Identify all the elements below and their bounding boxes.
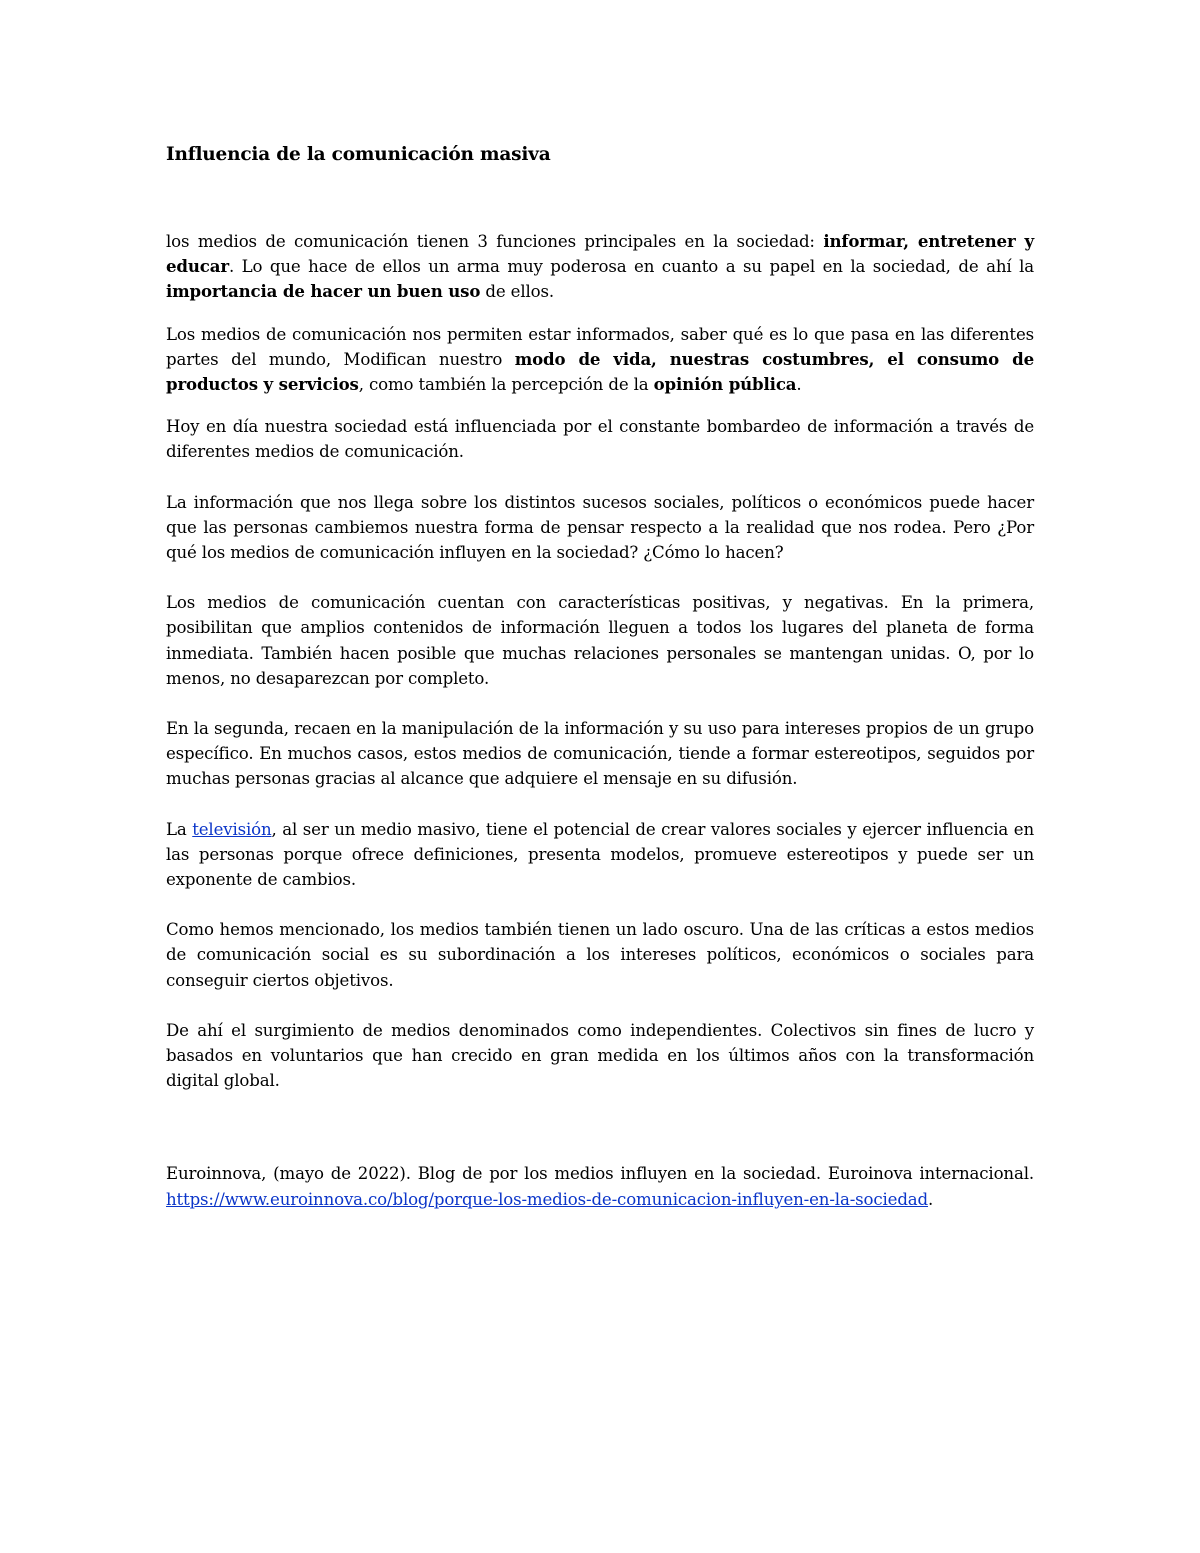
reference-end: . [928, 1189, 934, 1209]
paragraph-2-text-b: , como también la percepción de la [358, 375, 654, 395]
reference [166, 1161, 1034, 1211]
paragraph-8: Como hemos mencionado, los medios también tienen un lado oscuro. Una de las críticas a estos medios de comunicación social es su subordinación a los intereses políticos, económicos o sociales para conseguir ciertos objetivos. [166, 920, 1034, 990]
paragraph-7-text-b: , al ser un medio masivo, tiene el potencial de crear valores sociales y ejercer influencia en las personas porque ofrece definiciones, presenta modelos, promueve estereotipos y puede ser un exponente de cambios. [166, 819, 1034, 890]
paragraph-4: La información que nos llega sobre los distintos sucesos sociales, políticos o económicos puede hacer que las personas cambiemos nuestra forma de pensar respecto a la realidad que nos rodea. Pero ¿Por qué los medios de comunicación influyen en la sociedad? ¿Cómo lo hacen? [166, 492, 1034, 563]
paragraph-7 [166, 817, 1034, 893]
paragraph-7-text-a: La [166, 819, 193, 839]
paragraph-2-bold-b: opinión pública [653, 374, 797, 395]
paragraph-1 [166, 229, 1034, 305]
paragraph-1-text-c: de ellos. [480, 282, 554, 302]
paragraph-1-text-b: . Lo que hace de ellos un arma muy poderosa en cuanto a su papel en la sociedad, de ahí la [228, 257, 1034, 277]
paragraph-1-bold-b: importancia de hacer un buen uso [166, 281, 481, 302]
document-title: Influencia de la comunicación masiva [166, 144, 551, 165]
paragraph-2-text-a: Los medios de comunicación nos permiten estar informados, saber qué es lo que pasa en las diferentes partes del mundo, Modifican nuestro [166, 324, 1034, 369]
paragraph-1-text-a: los medios de comunicación tienen 3 funciones principales en la sociedad: [166, 232, 824, 251]
paragraph-2-text-c: . [796, 375, 802, 395]
paragraph-3: Hoy en día nuestra sociedad está influenciada por el constante bombardeo de información a través de diferentes medios de comunicación. [166, 417, 1034, 462]
reference-text: Euroinnova, (mayo de 2022). Blog de por los medios influyen en la sociedad. Euroinova internacional. [166, 1164, 1034, 1184]
paragraph-1-bold-a: informar, entretener y educar [166, 231, 1034, 277]
paragraph-5: Los medios de comunicación cuentan con características positivas, y negativas. En la primera, posibilitan que amplios contenidos de información lleguen a todos los lugares del planeta de forma inmediata. También hacen posible que muchas relaciones personales se mantengan unidas. O, por lo menos, no desaparezcan por completo. [166, 593, 1034, 688]
paragraph-2-bold-a: modo de vida, nuestras costumbres, el consumo de productos y servicios [166, 348, 1034, 395]
paragraph-6: En la segunda, recaen en la manipulación de la información y su uso para intereses propios de un grupo específico. En muchos casos, estos medios de comunicación, tiende a formar estereotipos, seguidos por muchas personas gracias al alcance que adquiere el mensaje en su difusión. [166, 719, 1034, 789]
television-link[interactable]: televisión [192, 819, 272, 839]
paragraph-2 [166, 322, 1034, 398]
paragraph-9: De ahí el surgimiento de medios denominados como independientes. Colectivos sin fines de lucro y basados en voluntarios que han crecido en gran medida en los últimos años con la transformación digital global. [166, 1020, 1034, 1091]
document-page [166, 140, 1034, 1212]
reference-url-link[interactable]: https://www.euroinnova.co/blog/porque-los-medios-de-comunicacion-influyen-en-la-sociedad [166, 1189, 929, 1209]
